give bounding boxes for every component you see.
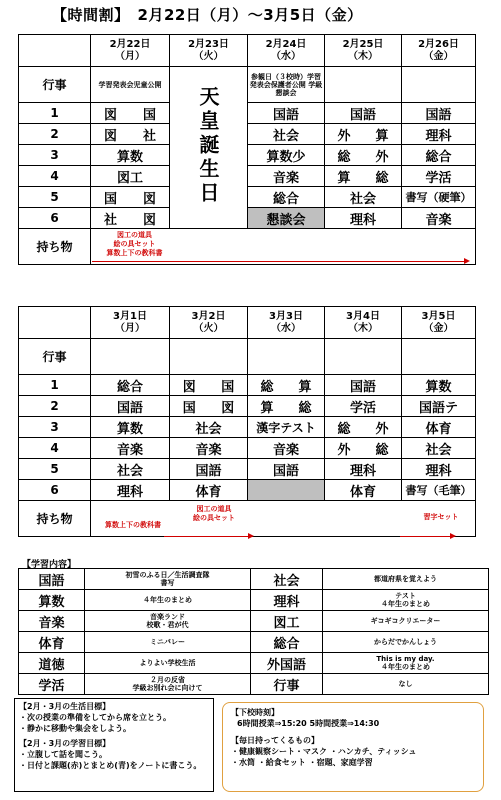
period-cell: 外 算	[325, 124, 402, 145]
content-cell: ミニバレー	[85, 632, 251, 653]
date-header: 3月1日 （月）	[91, 307, 170, 339]
period-cell: 総合	[248, 187, 325, 208]
period-cell: 音楽	[91, 438, 170, 459]
event-cell	[91, 339, 170, 375]
date-header: 2月23日 （火）	[170, 35, 248, 67]
period-cell: 国語	[325, 103, 402, 124]
period-cell: 図工	[91, 166, 170, 187]
period-label: 2	[19, 124, 91, 145]
period-label: 2	[19, 396, 91, 417]
period-cell: 図 社	[91, 124, 170, 145]
arrow-head	[248, 533, 254, 539]
period-cell	[248, 480, 325, 501]
period-cell: 総 外	[325, 417, 402, 438]
content-cell: 音楽ランド 校歌・君が代	[85, 611, 251, 632]
period-cell: 理科	[325, 208, 402, 229]
event-cell	[325, 67, 402, 103]
bring-title: 【毎日持ってくるもの】	[231, 736, 319, 745]
period-label: 1	[19, 103, 91, 124]
holiday-cell	[170, 67, 248, 229]
dismissal-times: 6時間授業⇒15:20 5時間授業⇒14:30	[237, 719, 380, 728]
period-cell: 社会	[248, 124, 325, 145]
period-cell: 懇談会	[248, 208, 325, 229]
study-table	[18, 568, 489, 695]
event-cell	[325, 339, 402, 375]
month-goal-item: ・次の授業の準備をしてから席を立とう。	[19, 713, 171, 722]
period-cell: 算数	[91, 145, 170, 166]
date-header: 2月22日 （月）	[91, 35, 170, 67]
period-label: 4	[19, 438, 91, 459]
period-label: 4	[19, 166, 91, 187]
period-cell: 社会	[170, 417, 248, 438]
period-cell: 総合	[91, 375, 170, 396]
period-cell: 音楽	[402, 208, 476, 229]
study-row	[19, 590, 489, 611]
event-cell	[170, 339, 248, 375]
subject-cell: 総合	[251, 632, 323, 653]
study-row	[19, 674, 489, 695]
period-cell: 算数	[91, 417, 170, 438]
event-cell: 参観日（３校時）学習発表会保護者公開 学級懇談会	[248, 67, 325, 103]
period-cell: 書写（毛筆）	[402, 480, 476, 501]
period-cell: 国語テ	[402, 396, 476, 417]
event-cell	[248, 339, 325, 375]
subject-cell: 行事	[251, 674, 323, 695]
subject-cell: 音楽	[19, 611, 85, 632]
timetable-week2	[18, 306, 476, 537]
content-cell: ギコギコクリエーター	[323, 611, 489, 632]
period-label: 1	[19, 375, 91, 396]
period-cell: 理科	[402, 124, 476, 145]
subject-cell: 社会	[251, 569, 323, 590]
period-cell: 理科	[91, 480, 170, 501]
content-cell: テスト ４年生のまとめ	[323, 590, 489, 611]
period-cell: 図 国	[170, 375, 248, 396]
arrow-line	[400, 536, 452, 537]
event-label: 行事	[19, 339, 91, 375]
study-row	[19, 632, 489, 653]
period-cell: 漢字テスト	[248, 417, 325, 438]
content-cell: なし	[323, 674, 489, 695]
period-label: 3	[19, 417, 91, 438]
period-cell: 算 総	[248, 396, 325, 417]
period-cell: 算 総	[325, 166, 402, 187]
period-label: 5	[19, 187, 91, 208]
period-cell: 国語	[402, 103, 476, 124]
arrow-head	[464, 258, 470, 264]
items-label: 持ち物	[19, 229, 91, 265]
arrow-line	[164, 536, 250, 537]
period-cell: 理科	[402, 459, 476, 480]
period-cell: 体育	[170, 480, 248, 501]
items-note-fri: 習字セット	[423, 513, 459, 521]
items-note-tue: 図工の道具 絵の具セット	[193, 505, 235, 522]
period-cell: 音楽	[248, 166, 325, 187]
period-cell: 算数少	[248, 145, 325, 166]
items-label: 持ち物	[19, 501, 91, 537]
period-label: 6	[19, 208, 91, 229]
event-cell	[402, 67, 476, 103]
content-cell: This is my day. ４年生のまとめ	[323, 653, 489, 674]
content-cell: 初雪のふる日／生活調査隊 書写	[85, 569, 251, 590]
content-cell: ２月の反省 学級お別れ会に向けて	[85, 674, 251, 695]
content-cell: よりよい学校生活	[85, 653, 251, 674]
date-header: 2月25日 （木）	[325, 35, 402, 67]
period-cell: 国語	[248, 459, 325, 480]
date-header: 2月24日 （水）	[248, 35, 325, 67]
period-cell: 外 総	[325, 438, 402, 459]
period-cell: 国語	[325, 375, 402, 396]
items-cell	[91, 501, 476, 537]
date-header: 3月2日 （火）	[170, 307, 248, 339]
arrow-line	[92, 261, 466, 262]
content-cell: 都道府県を覚えよう	[323, 569, 489, 590]
bring-item: ・水筒 ・給食セット ・宿題、家庭学習	[231, 758, 373, 767]
period-label: 5	[19, 459, 91, 480]
subject-cell: 算数	[19, 590, 85, 611]
page-title: 【時間割】 2月22日（月）～3月5日（金）	[52, 6, 363, 24]
period-cell: 書写（硬筆）	[402, 187, 476, 208]
event-label: 行事	[19, 67, 91, 103]
items-cell	[91, 229, 476, 265]
subject-cell: 図工	[251, 611, 323, 632]
period-label: 3	[19, 145, 91, 166]
month-goal-item: ・静かに移動や集会をしよう。	[19, 724, 131, 733]
period-cell: 総 算	[248, 375, 325, 396]
period-cell: 社会	[91, 459, 170, 480]
period-cell: 社会	[402, 438, 476, 459]
content-cell: ４年生のまとめ	[85, 590, 251, 611]
period-cell: 国語	[248, 103, 325, 124]
period-cell: 国語	[170, 459, 248, 480]
period-cell: 体育	[325, 480, 402, 501]
period-cell: 国語	[91, 396, 170, 417]
period-cell: 国 図	[170, 396, 248, 417]
subject-cell: 理科	[251, 590, 323, 611]
subject-cell: 国語	[19, 569, 85, 590]
period-cell: 学活	[402, 166, 476, 187]
study-row	[19, 569, 489, 590]
period-cell: 図 国	[91, 103, 170, 124]
holiday-text: 天皇誕生日	[196, 85, 220, 206]
period-cell: 社会	[325, 187, 402, 208]
corner-cell	[19, 35, 91, 67]
dismissal-box	[222, 702, 484, 792]
timetable-week1	[18, 34, 476, 265]
period-cell: 学活	[325, 396, 402, 417]
content-cell: からだでかんしょう	[323, 632, 489, 653]
study-heading: 【学習内容】	[22, 560, 77, 570]
items-note-mon: 算数上下の教科書	[105, 521, 161, 529]
subject-cell: 外国語	[251, 653, 323, 674]
dismissal-title: 【下校時刻】	[231, 708, 279, 717]
period-cell: 国 図	[91, 187, 170, 208]
period-cell: 算数	[402, 375, 476, 396]
arrow-head	[450, 533, 456, 539]
study-goal-item: ・日付と課題(赤)とまとめ(青)をノートに書こう。	[19, 761, 202, 770]
study-row	[19, 653, 489, 674]
bring-item: ・健康観察シート・マスク ・ハンカチ、ティッシュ	[231, 747, 417, 756]
period-label: 6	[19, 480, 91, 501]
items-note: 図工の道具 絵の具セット 算数上下の教科書	[106, 231, 163, 257]
period-cell: 総合	[402, 145, 476, 166]
period-cell: 総 外	[325, 145, 402, 166]
period-cell: 社 図	[91, 208, 170, 229]
corner-cell	[19, 307, 91, 339]
subject-cell: 道徳	[19, 653, 85, 674]
period-cell: 理科	[325, 459, 402, 480]
period-cell: 音楽	[248, 438, 325, 459]
date-header: 3月5日 （金）	[402, 307, 476, 339]
study-row	[19, 611, 489, 632]
month-goal-title: 【2月・3月の生活目標】	[19, 702, 111, 711]
event-cell: 学習発表会児童公開	[91, 67, 170, 103]
period-cell: 体育	[402, 417, 476, 438]
date-header: 3月4日 （木）	[325, 307, 402, 339]
subject-cell: 体育	[19, 632, 85, 653]
period-cell: 音楽	[170, 438, 248, 459]
study-goal-title: 【2月・3月の学習目標】	[19, 739, 111, 748]
subject-cell: 学活	[19, 674, 85, 695]
goals-box	[14, 698, 214, 792]
study-goal-item: ・立腹して話を聞こう。	[19, 750, 107, 759]
event-cell	[402, 339, 476, 375]
date-header: 3月3日 （水）	[248, 307, 325, 339]
date-header: 2月26日 （金）	[402, 35, 476, 67]
